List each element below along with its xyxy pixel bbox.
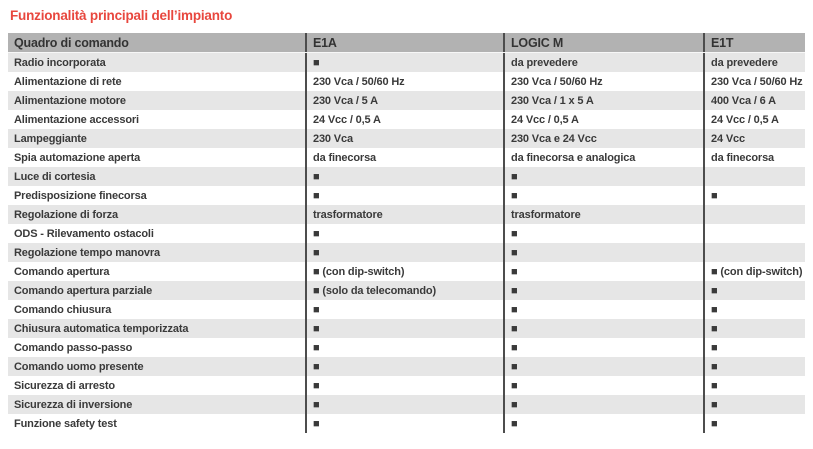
table-row (8, 414, 805, 433)
feature-label: Spia automazione aperta (14, 151, 141, 164)
feature-label: Sicurezza di inversione (14, 398, 133, 411)
spec-table (8, 33, 805, 433)
feature-value-e1a: 230 Vca / 5 A (305, 91, 503, 110)
feature-value-e1t: 24 Vcc (703, 129, 805, 148)
feature-value-e1t: 24 Vcc / 0,5 A (703, 110, 805, 129)
table-row (8, 243, 805, 262)
table-row (8, 72, 805, 91)
feature-value-e1t: ■ (con dip-switch) (703, 262, 805, 281)
feature-value-e1a: 230 Vca / 50/60 Hz (305, 72, 503, 91)
column-header-quadro-di-comando: Quadro di comando (14, 35, 129, 50)
feature-value-e1a: ■ (con dip-switch) (305, 262, 503, 281)
feature-value-logic-m: 230 Vca e 24 Vcc (503, 129, 703, 148)
feature-value-e1a: ■ (305, 53, 503, 72)
table-row (8, 91, 805, 110)
feature-value-e1a: ■ (305, 224, 503, 243)
table-row (8, 205, 805, 224)
feature-value-logic-m: ■ (503, 414, 703, 433)
feature-value-logic-m: ■ (503, 243, 703, 262)
table-body (8, 53, 805, 433)
table-row (8, 186, 805, 205)
feature-value-e1t: da finecorsa (703, 148, 805, 167)
page-title: Funzionalità principali dell’impianto (10, 8, 233, 23)
feature-label: Regolazione tempo manovra (14, 246, 161, 259)
feature-value-e1t: da prevedere (703, 53, 805, 72)
feature-label: Sicurezza di arresto (14, 379, 115, 392)
feature-value-e1a: ■ (305, 300, 503, 319)
feature-label: Funzione safety test (14, 417, 117, 430)
feature-value-e1a: 230 Vca (305, 129, 503, 148)
feature-value-e1t: 400 Vca / 6 A (703, 91, 805, 110)
feature-value-e1t: ■ (703, 338, 805, 357)
feature-value-e1t: 230 Vca / 50/60 Hz (703, 72, 805, 91)
feature-value-e1a: ■ (solo da telecomando) (305, 281, 503, 300)
feature-value-logic-m: ■ (503, 338, 703, 357)
table-row (8, 167, 805, 186)
feature-value-e1a: ■ (305, 319, 503, 338)
feature-value-e1t: ■ (703, 376, 805, 395)
table-row (8, 53, 805, 72)
feature-label: Comando apertura (14, 265, 110, 278)
feature-label: Lampeggiante (14, 132, 87, 145)
feature-value-logic-m: 24 Vcc / 0,5 A (503, 110, 703, 129)
feature-label: Alimentazione motore (14, 94, 126, 107)
feature-value-e1t (703, 167, 805, 186)
feature-value-e1a: ■ (305, 186, 503, 205)
feature-label: Comando passo-passo (14, 341, 133, 354)
feature-value-e1t (703, 205, 805, 224)
table-row (8, 281, 805, 300)
feature-value-logic-m: ■ (503, 357, 703, 376)
feature-value-e1a: ■ (305, 376, 503, 395)
feature-value-e1t: ■ (703, 414, 805, 433)
table-row (8, 262, 805, 281)
feature-value-e1t (703, 224, 805, 243)
table-row (8, 129, 805, 148)
feature-label: Predisposizione finecorsa (14, 189, 147, 202)
table-row (8, 224, 805, 243)
feature-value-logic-m: 230 Vca / 50/60 Hz (503, 72, 703, 91)
feature-value-e1t: ■ (703, 186, 805, 205)
column-header-e1a: E1A (305, 33, 503, 52)
feature-label: Radio incorporata (14, 56, 106, 69)
feature-value-logic-m: ■ (503, 262, 703, 281)
feature-value-logic-m: ■ (503, 186, 703, 205)
feature-value-e1a: ■ (305, 243, 503, 262)
table-row (8, 357, 805, 376)
feature-value-e1t: ■ (703, 319, 805, 338)
feature-value-e1t: ■ (703, 300, 805, 319)
feature-value-e1t: ■ (703, 395, 805, 414)
feature-label: Comando uomo presente (14, 360, 144, 373)
feature-label: Regolazione di forza (14, 208, 118, 221)
feature-value-e1t: ■ (703, 357, 805, 376)
feature-label: Chiusura automatica temporizzata (14, 322, 189, 335)
feature-value-logic-m: da prevedere (503, 53, 703, 72)
feature-value-logic-m: ■ (503, 300, 703, 319)
feature-label: ODS - Rilevamento ostacoli (14, 227, 154, 240)
feature-value-logic-m: ■ (503, 319, 703, 338)
feature-value-logic-m: ■ (503, 167, 703, 186)
feature-value-logic-m: trasformatore (503, 205, 703, 224)
table-row (8, 148, 805, 167)
feature-label: Luce di cortesia (14, 170, 96, 183)
feature-label: Comando chiusura (14, 303, 112, 316)
feature-value-e1a: ■ (305, 357, 503, 376)
table-row (8, 395, 805, 414)
column-header-e1t: E1T (703, 33, 805, 52)
table-row (8, 338, 805, 357)
table-row (8, 300, 805, 319)
feature-value-e1a: ■ (305, 167, 503, 186)
table-row (8, 376, 805, 395)
table-row (8, 319, 805, 338)
feature-value-e1a: 24 Vcc / 0,5 A (305, 110, 503, 129)
feature-value-e1t: ■ (703, 281, 805, 300)
feature-value-logic-m: ■ (503, 224, 703, 243)
feature-value-e1a: da finecorsa (305, 148, 503, 167)
feature-value-logic-m: da finecorsa e analogica (503, 148, 703, 167)
table-header-row (8, 33, 805, 53)
feature-value-e1a: ■ (305, 395, 503, 414)
column-header-logic-m: LOGIC M (503, 33, 703, 52)
feature-value-e1a: ■ (305, 338, 503, 357)
feature-label: Comando apertura parziale (14, 284, 153, 297)
feature-value-logic-m: ■ (503, 376, 703, 395)
feature-value-logic-m: 230 Vca / 1 x 5 A (503, 91, 703, 110)
feature-label: Alimentazione di rete (14, 75, 122, 88)
feature-label: Alimentazione accessori (14, 113, 139, 126)
feature-value-e1a: ■ (305, 414, 503, 433)
feature-value-logic-m: ■ (503, 395, 703, 414)
feature-value-e1t (703, 243, 805, 262)
table-row (8, 110, 805, 129)
feature-value-e1a: trasformatore (305, 205, 503, 224)
feature-value-logic-m: ■ (503, 281, 703, 300)
